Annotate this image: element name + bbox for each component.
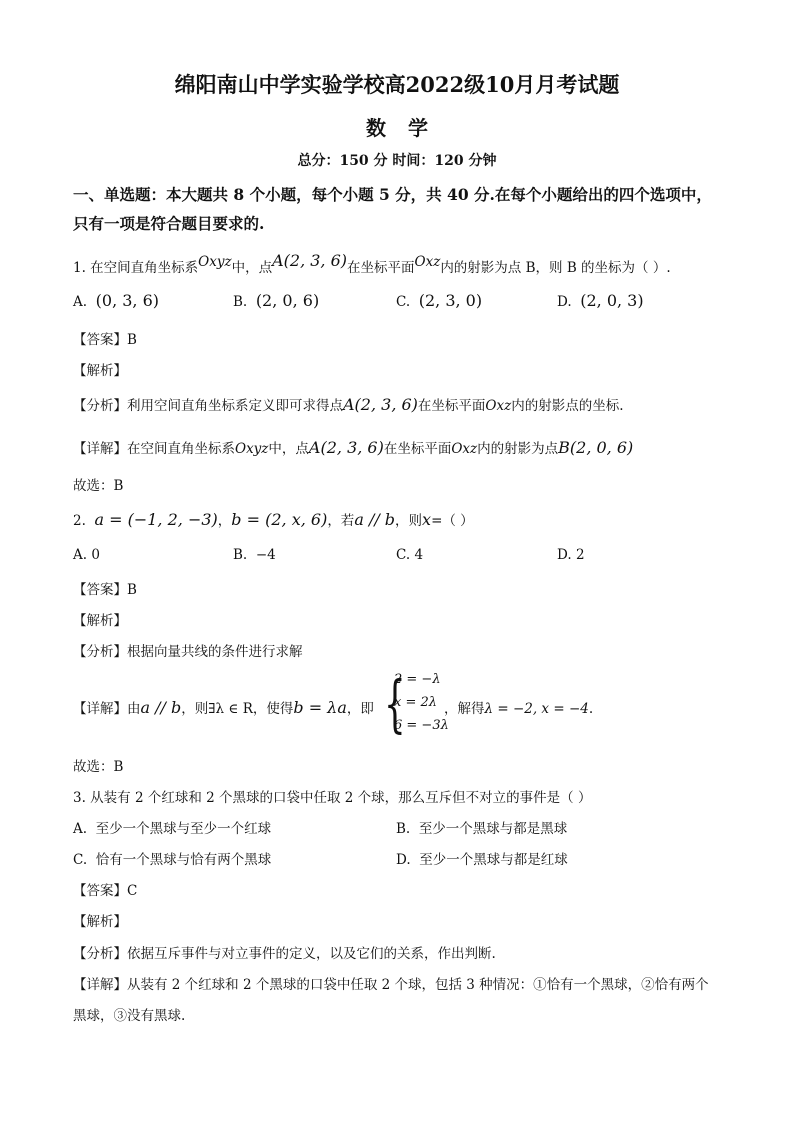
q3-fenxi: 【分析】依据互斥事件与对立事件的定义，以及它们的关系，作出判断. — [73, 946, 496, 962]
q1-choice: 故选：B — [73, 478, 124, 494]
q1-stem-text: 1. 在空间直角坐标系 — [73, 260, 199, 276]
score-time-line: 总分：150 分 时间：120 分钟 — [297, 153, 497, 169]
q3-answer: 【答案】C — [73, 883, 138, 899]
q3-option-b: B. 至少一个黑球与都是黑球 — [396, 821, 568, 837]
q1-option-c: C. (2, 3, 0) — [396, 291, 483, 310]
q1-stem-text: 在坐标平面 — [347, 260, 415, 276]
q1-option-d: D. (2, 0, 3) — [557, 291, 644, 310]
q3-detail-line1: 【详解】从装有 2 个红球和 2 个黑球的口袋中任取 2 个球，包括 3 种情况：①恰有一个黑球，②恰有两个 — [73, 977, 709, 993]
q1-stem — [73, 251, 671, 276]
q2-system-eq-3: 6 = −3λ — [394, 718, 449, 733]
q2-fenxi: 【分析】根据向量共线的条件进行求解 — [73, 644, 303, 660]
q3-detail-line2: 黑球，③没有黑球. — [73, 1008, 186, 1024]
q3-option-d: D. 至少一个黑球与都是红球 — [396, 852, 568, 868]
section-heading-line1: 一、单选题：本大题共 8 个小题，每个小题 5 分，共 40 分.在每个小题给出的四个选项中， — [73, 185, 712, 204]
exam-title: 绵阳南山中学实验学校高2022级10月月考试题 — [174, 72, 620, 97]
q2-system-eq-1: 2 = −λ — [394, 672, 441, 687]
q2-vector-a: a = (−1, 2, −3) — [94, 510, 218, 529]
q2-option-b: B. −4 — [233, 547, 276, 563]
q1-option-b: B. (2, 0, 6) — [233, 291, 320, 310]
q1-analysis-tag: 【解析】 — [73, 363, 127, 379]
q3-option-c: C. 恰有一个黑球与恰有两个黑球 — [73, 852, 272, 868]
q2-choice: 故选：B — [73, 759, 124, 775]
q2-option-a: A. 0 — [73, 547, 100, 563]
q2-vector-b: b = (2, x, 6) — [231, 510, 328, 529]
q2-stem: 2. a = (−1, 2, −3)，b = (2, x, 6)，若a // b，则x=（ ） — [73, 510, 474, 529]
q1-fenxi: 【分析】利用空间直角坐标系定义即可求得点A(2, 3, 6)在坐标平面Oxz内的射影点的坐标. — [73, 395, 624, 414]
q1-answer: 【答案】B — [73, 332, 137, 348]
q3-analysis-tag: 【解析】 — [73, 914, 127, 930]
q2-solution: ，解得λ = −2, x = −4. — [444, 701, 594, 717]
q2-answer: 【答案】B — [73, 582, 137, 598]
q1-detail: 【详解】在空间直角坐标系Oxyz中，点A(2, 3, 6)在坐标平面Oxz内的射影为点B(2, 0, 6) — [73, 438, 634, 457]
q2-analysis-tag: 【解析】 — [73, 613, 127, 629]
q3-option-a: A. 至少一个黑球与至少一个红球 — [73, 821, 272, 837]
q1-stem-text: 中，点 — [231, 260, 273, 276]
section-heading-line2: 只有一项是符合题目要求的. — [73, 214, 265, 233]
q2-equation-system: { 2 = −λ x = 2λ 6 = −3λ — [384, 667, 449, 740]
q1-stem-text: 内的射影为点 B，则 B 的坐标为（ ）. — [440, 260, 671, 276]
q1-coordinate-system: Oxyz — [198, 254, 232, 270]
q1-option-a: A. (0, 3, 6) — [73, 291, 160, 310]
q3-stem: 3. 从装有 2 个红球和 2 个黑球的口袋中任取 2 个球，那么互斥但不对立的事件是（ ） — [73, 790, 592, 806]
q2-option-d: D. 2 — [557, 547, 585, 563]
q2-detail: 【详解】由a // b，则∃λ ∈ R，使得b = λa，即 — [73, 698, 374, 717]
q2-system-eq-2: x = 2λ — [394, 695, 437, 710]
q1-plane: Oxz — [414, 254, 441, 270]
q2-option-c: C. 4 — [396, 547, 424, 563]
q1-point: A(2, 3, 6) — [272, 251, 348, 270]
subject-title: 数学 — [366, 116, 450, 140]
